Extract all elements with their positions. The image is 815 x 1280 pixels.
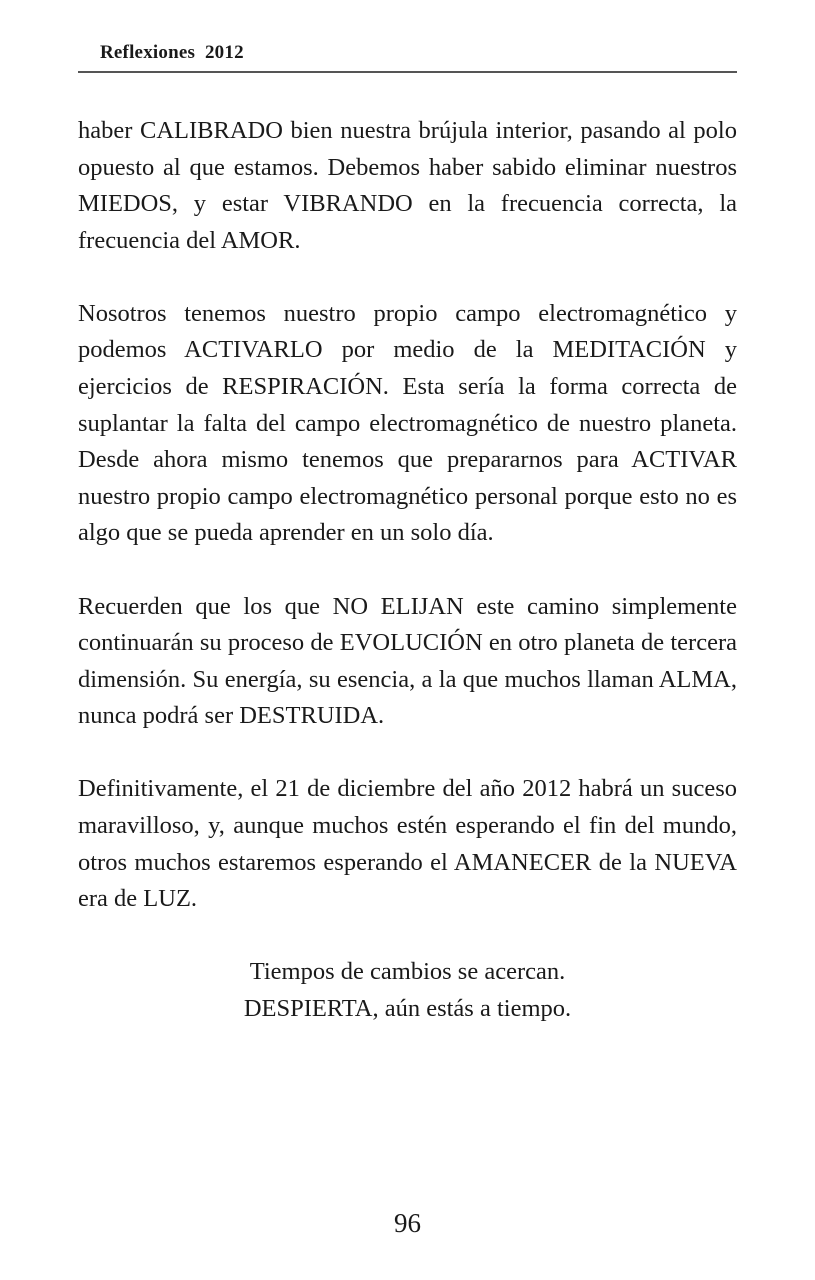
paragraph-1: haber CALIBRADO bien nuestra brújula interior, pasando al polo opuesto al que estamos. Debemos haber sabido eliminar nuestros MIEDOS, y estar VIBRANDO en la frecuencia correcta, la frecuencia del AMOR. — [78, 117, 737, 254]
paragraph-4: Definitivamente, el 21 de diciembre del año 2012 habrá un suceso maravilloso, y, aunque muchos estén esperando el fin del mundo, otros muchos estaremos esperando el AMANECER de la NUEVA era de LUZ. — [78, 775, 737, 913]
closing-line-2: DESPIERTA, aún estás a tiempo. — [243, 994, 572, 1022]
page-number: 96 — [394, 1208, 421, 1238]
closing-statement — [78, 954, 737, 1027]
header-title: Reflexiones 2012 — [100, 42, 244, 63]
paragraph-3: Recuerden que los que NO ELIJAN este camino simplemente continuarán su proceso de EVOLUCIÓN en otro planeta de tercera dimensión. Su energía, su esencia, a la que muchos llaman ALMA, nunca podrá ser DESTRUIDA. — [78, 592, 737, 730]
paragraph-2: Nosotros tenemos nuestro propio campo electromagnético y podemos ACTIVARLO por medio de la MEDITACIÓN y ejercicios de RESPIRACIÓN. Esta sería la forma correcta de suplantar la falta del campo electromagnético de nuestro planeta. Desde ahora mismo tenemos que prepararnos para ACTIVAR nuestro propio campo electromagnético personal porque esto no es algo que se pueda aprender en un solo día. — [78, 299, 737, 547]
closing-line-1: Tiempos de cambios se acercan. — [249, 958, 566, 986]
body-text — [78, 113, 737, 1027]
running-header — [78, 40, 737, 73]
